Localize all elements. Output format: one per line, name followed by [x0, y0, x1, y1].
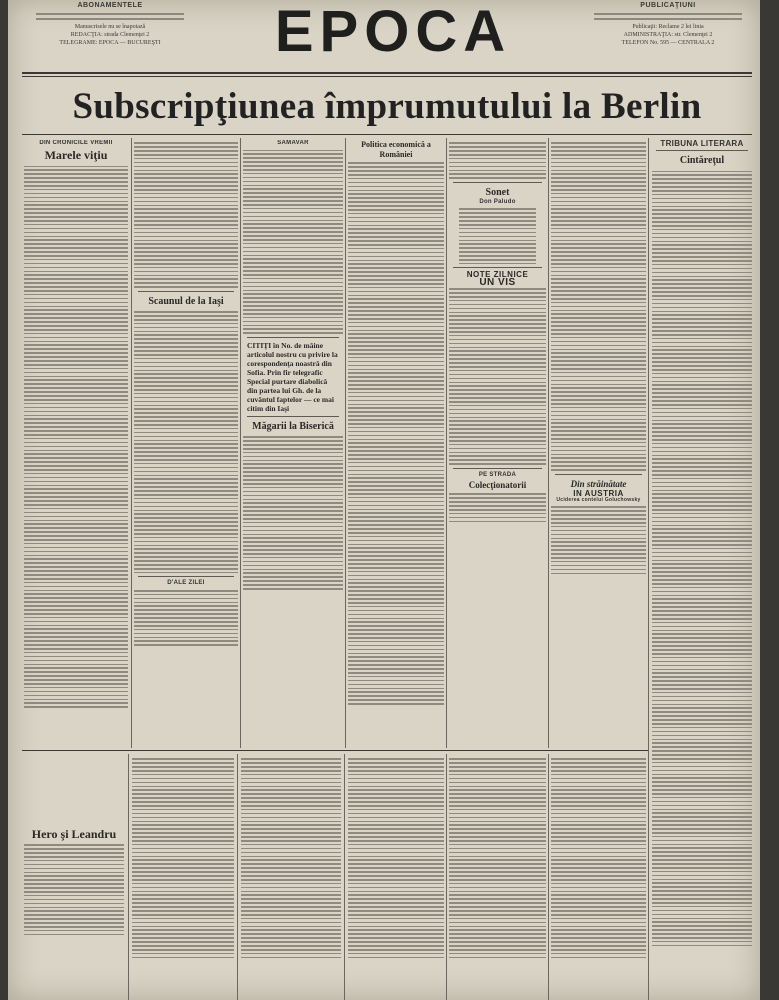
article-title-scaunul: Scaunul de la Iaşi	[148, 295, 224, 307]
column-1	[24, 140, 128, 748]
bottom-column-3	[241, 756, 341, 998]
poem-dedication: Don Paludo	[479, 198, 516, 205]
article-title-colectionatorii: Colecţionatorii	[468, 480, 527, 491]
poem-title-sonet: Sonet	[485, 186, 510, 198]
column-5	[449, 140, 546, 748]
column-3	[243, 140, 343, 748]
bottom-column-4	[348, 756, 444, 998]
un-vis-title: UN VIS	[479, 276, 516, 288]
telegram-address: TELEGRAME: EPOCA — BUCUREŞTI	[59, 40, 161, 46]
main-headline: Subscripţiunea împrumutului la Berlin	[72, 86, 702, 127]
article-title-magarii: Măgarii la Biserică	[252, 420, 334, 432]
cititi-notice: CITIŢI în No. de mâine articolul nostru cu privire la corespondenţa noastră din Sofia. Prin fir telegrafic Special purtare diabolică din partea lui Gh. de la cuvântul faptelor — ce mai citim din Iaşi	[247, 340, 338, 413]
article-title-politica: Politica economică a României	[361, 140, 431, 159]
editorial-address: REDACŢIA: strada Clemenţei 2	[70, 32, 150, 38]
section-title-strainatate: Din străinătate	[570, 478, 627, 489]
bottom-column-5	[449, 756, 546, 998]
column-6	[551, 140, 646, 748]
administration-address: ADMINISTRAŢIA: str. Clemenţei 2	[623, 32, 713, 38]
column-4	[348, 140, 444, 748]
masthead-rule	[22, 72, 752, 74]
fold-rule	[22, 750, 648, 751]
section-title-austria: IN AUSTRIA	[573, 488, 624, 498]
note-zilnice-title: NOTE ZILNICE	[466, 270, 529, 280]
bottom-column-6	[551, 756, 646, 998]
pe-strada-label: PE STRADA	[478, 471, 517, 478]
column-2	[134, 140, 238, 748]
bottom-column-1	[24, 756, 124, 998]
masthead-rule-thin	[22, 76, 752, 77]
phone-number: TELEFON No. 595 — CENTRALA 2	[621, 40, 715, 46]
bottom-column-2	[132, 756, 234, 998]
austria-subtitle: Uciderea contelui Goluchowsky	[556, 496, 641, 503]
samavar-label: SAMAVAR	[277, 140, 309, 146]
article-title-hero: Hero şi Leandru	[31, 827, 117, 841]
subscriptions-header: ABONAMENTELE	[77, 2, 143, 9]
ads-rate: Publicaţii: Reclame 2 lei linia	[632, 24, 704, 30]
publications-box	[588, 2, 748, 47]
headline-rule	[22, 134, 752, 135]
subscriptions-box	[30, 2, 190, 47]
dale-zilei-label: D'ALE ZILEI	[167, 580, 205, 587]
publications-header: PUBLICAŢIUNI	[640, 2, 696, 9]
article-title-marele-vitiu: Marele viţiu	[44, 148, 108, 163]
column-label: DIN CRONICILE VREMII	[39, 140, 113, 146]
newspaper-page	[8, 0, 760, 1000]
column-7	[652, 140, 752, 998]
poem-title-cintaretul: Cintăreţul	[679, 155, 725, 167]
tribuna-literara-label: TRIBUNA LITERARA	[660, 140, 744, 148]
article-body	[24, 166, 128, 708]
manuscripts-note: Manuscrisele nu se înapoiază	[74, 24, 146, 30]
newspaper-title: EPOCA	[274, 0, 512, 64]
